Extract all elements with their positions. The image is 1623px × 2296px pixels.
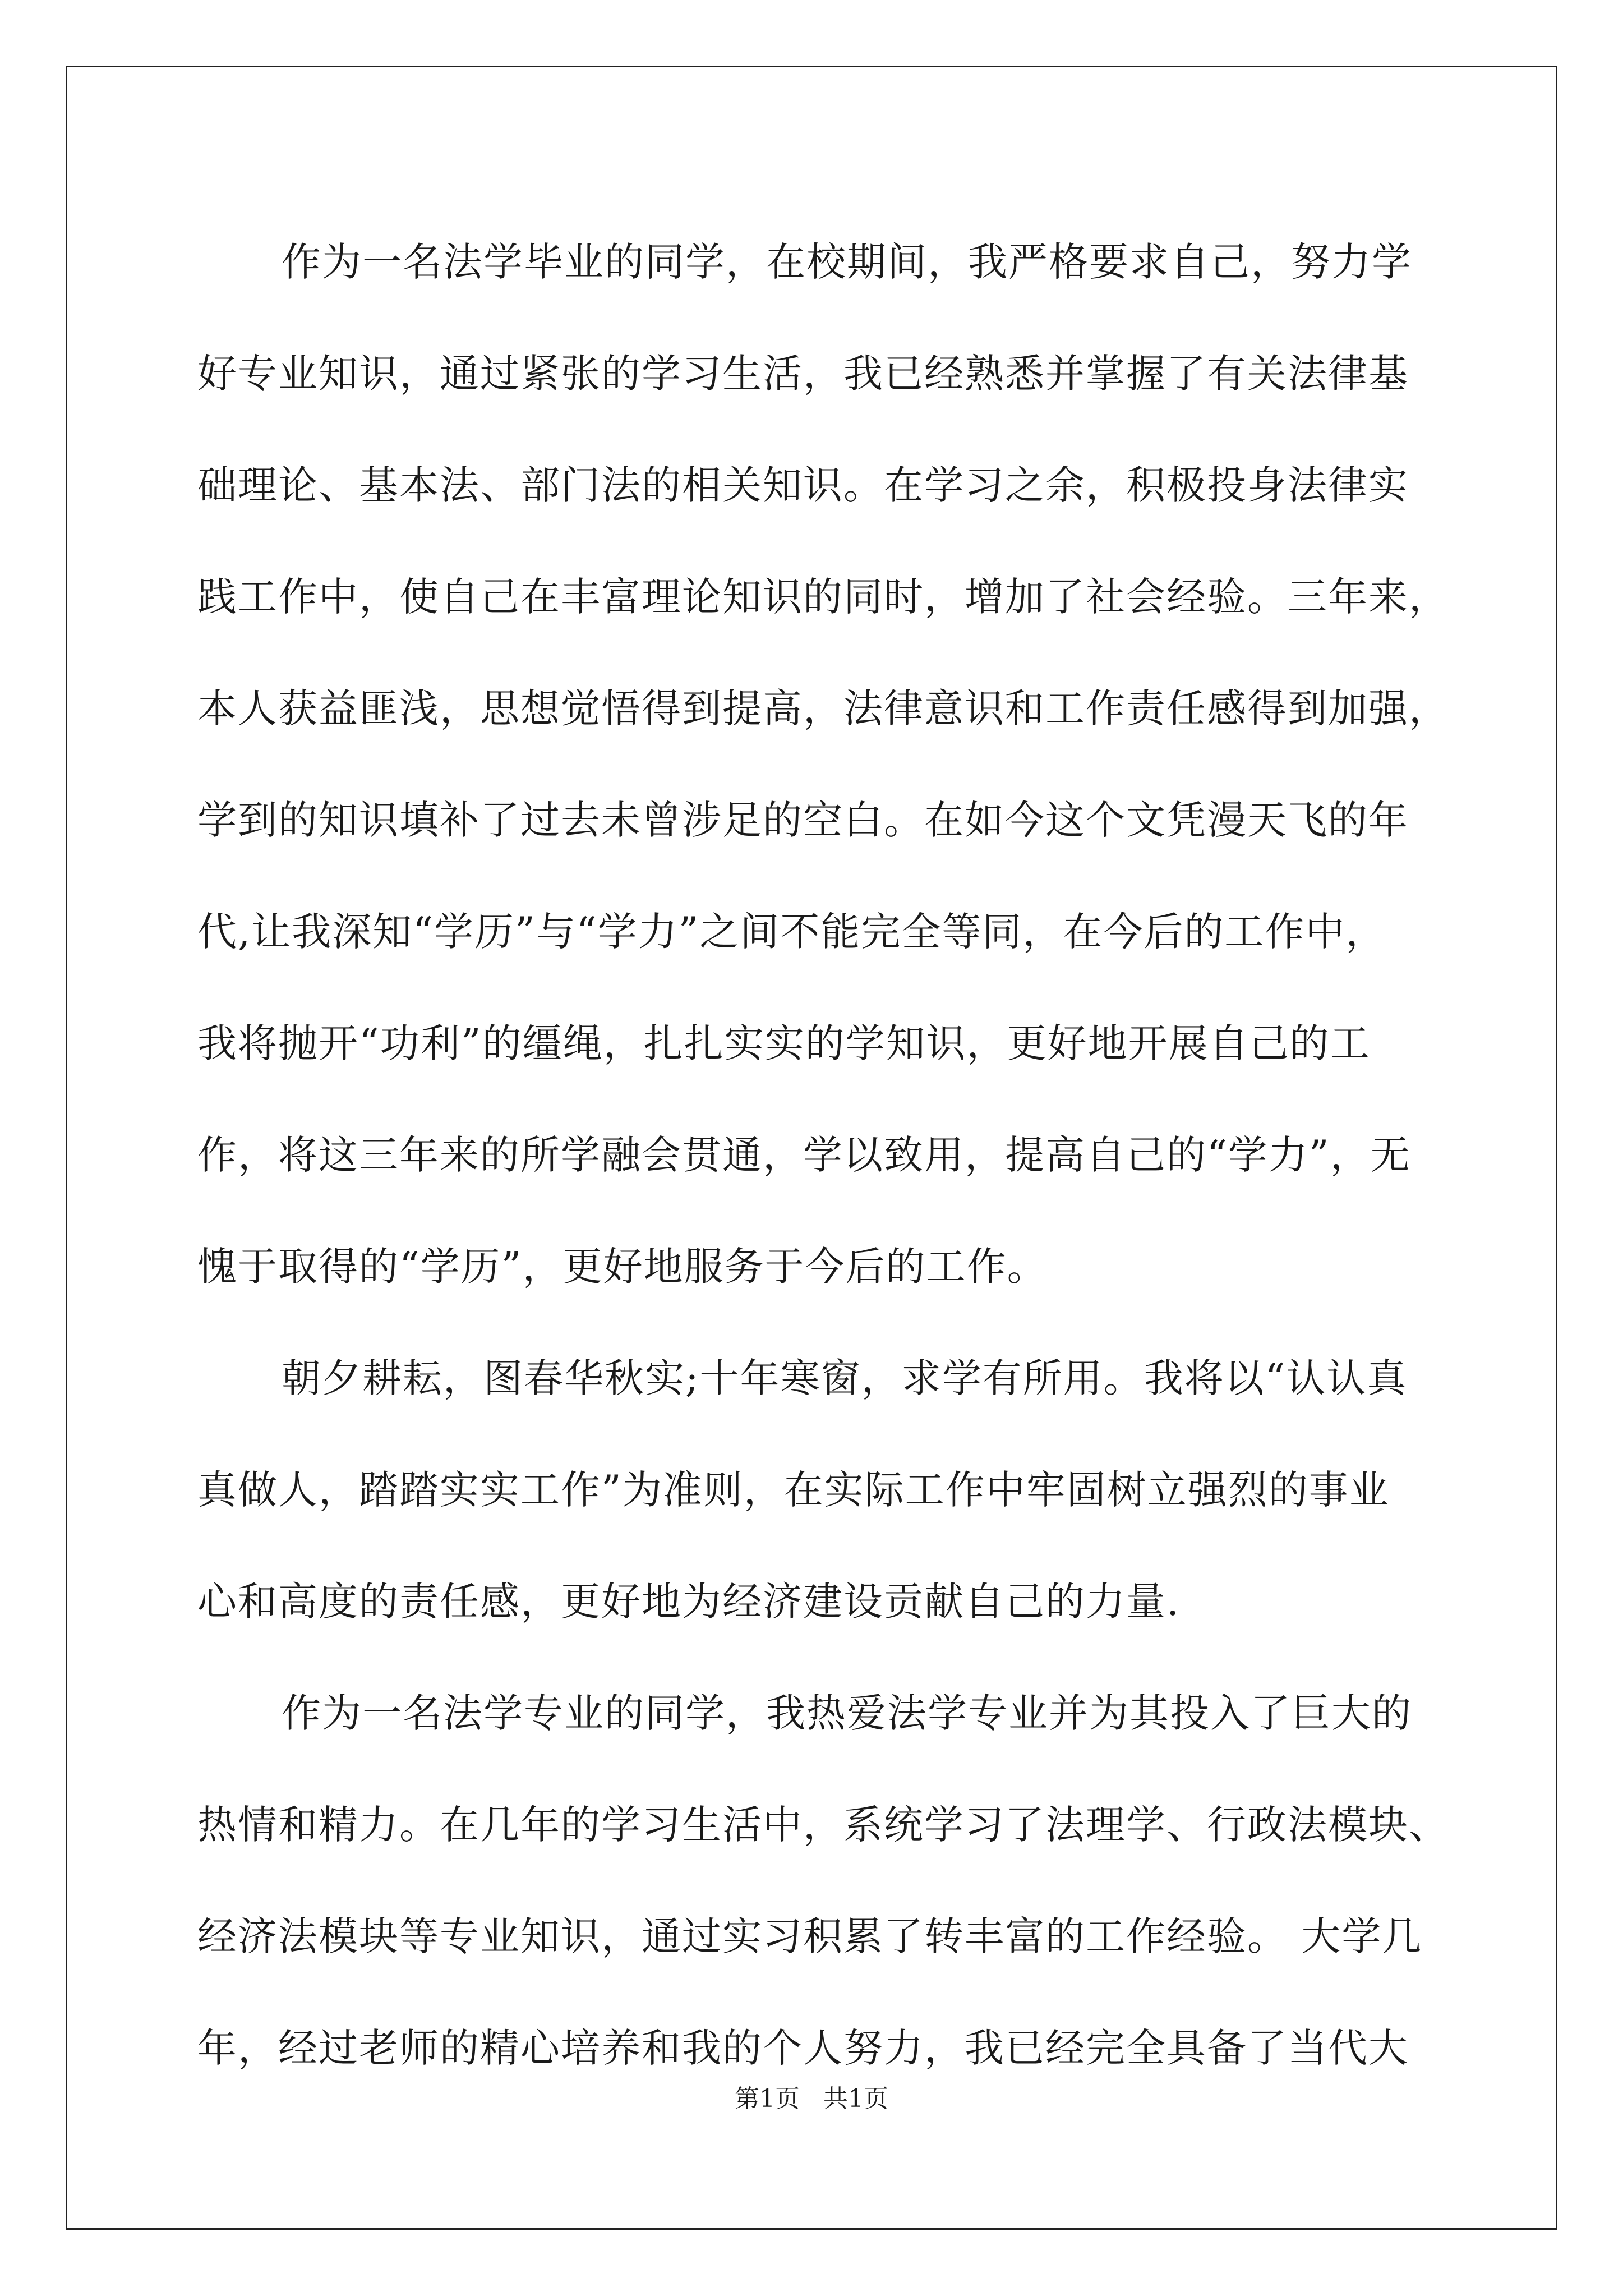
text-line: 作为一名法学毕业的同学，在校期间，我严格要求自己，努力学 <box>282 239 1412 285</box>
text-line: 真做人，踏踏实实工作”为准则，在实际工作中牢固树立强烈的事业 <box>197 1467 1390 1513</box>
text-line: 学到的知识填补了过去未曾涉足的空白。在如今这个文凭漫天飞的年 <box>197 797 1409 843</box>
text-line: 践工作中，使自己在丰富理论知识的同时，增加了社会经验。三年来， <box>197 574 1449 620</box>
text-line: 经济法模块等专业知识，通过实习积累了转丰富的工作经验。 大学几 <box>197 1913 1423 1959</box>
text-line: 作为一名法学专业的同学，我热爱法学专业并为其投入了巨大的 <box>282 1690 1412 1736</box>
document-body <box>197 206 1449 2104</box>
text-line: 热情和精力。在几年的学习生活中，系统学习了法理学、行政法模块、 <box>197 1802 1449 1848</box>
page-footer: 第1页 共1页 <box>735 2085 888 2113</box>
text-line: 愧于取得的“学历”，更好地服务于今后的工作。 <box>197 1244 1048 1290</box>
text-line: 代,让我深知“学历”与“学力”之间不能完全等同，在今后的工作中， <box>197 909 1386 955</box>
text-line: 础理论、基本法、部门法的相关知识。在学习之余，积极投身法律实 <box>197 462 1409 508</box>
text-line: 本人获益匪浅，思想觉悟得到提高，法律意识和工作责任感得到加强， <box>197 685 1449 731</box>
text-line: 朝夕耕耘，图春华秋实;十年寒窗，求学有所用。我将以“认认真 <box>282 1355 1408 1401</box>
text-line: 作，将这三年来的所学融会贯通，学以致用，提高自己的“学力”，无 <box>197 1132 1411 1178</box>
text-line: 我将抛开“功利”的缰绳，扎扎实实的学知识，更好地开展自己的工 <box>197 1020 1371 1066</box>
text-line: 好专业知识，通过紧张的学习生活，我已经熟悉并掌握了有关法律基 <box>197 351 1409 397</box>
text-line: 年，经过老师的精心培养和我的个人努力，我已经完全具备了当代大 <box>197 2025 1409 2071</box>
text-line: 心和高度的责任感，更好地为经济建设贡献自己的力量. <box>197 1579 1181 1625</box>
